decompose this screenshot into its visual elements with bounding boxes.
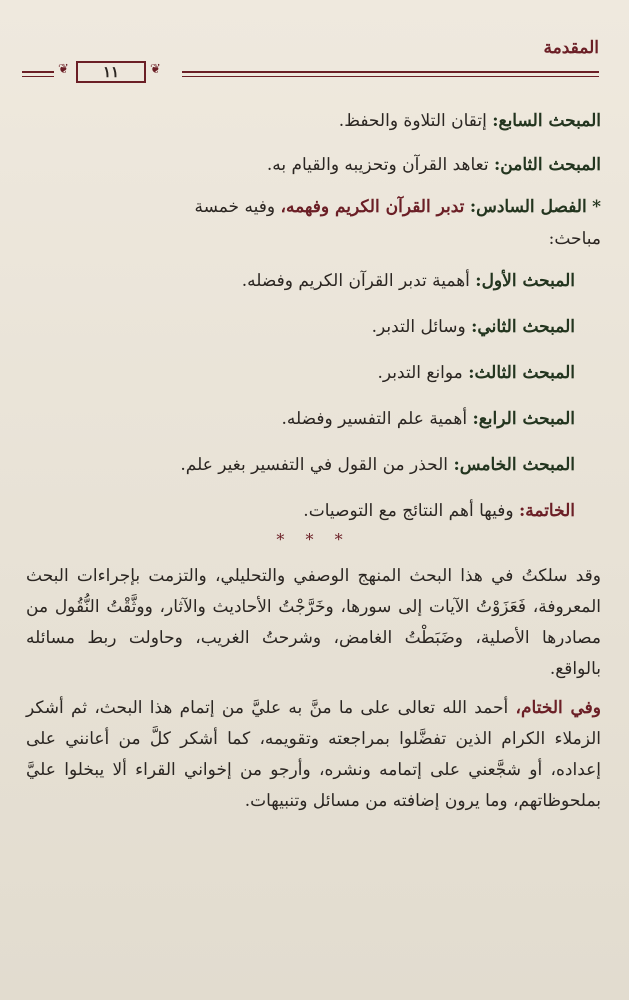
section-list (26, 270, 575, 522)
conclusion-line: الخاتمة: وفيها أهم النتائج مع التوصيات. (303, 501, 575, 521)
ornament-icon: ❦ (58, 62, 69, 77)
section-line: المبحث الثامن: تعاهد القرآن وتحزيبه والقيام به. (266, 155, 601, 175)
header-rule (22, 64, 607, 86)
section-line: المبحث الثالث: موانع التدبر. (377, 363, 575, 383)
header-rule-line-left (22, 71, 54, 77)
page-body (26, 100, 601, 817)
chapter-heading: * الفصل السادس: تدبر القرآن الكريم وفهمه، وفيه خمسة مباحث: (194, 197, 601, 249)
section-line: المبحث الرابع: أهمية علم التفسير وفضله. (281, 409, 575, 429)
running-header-title: المقدمة (543, 38, 599, 58)
section-line: المبحث الأول: أهمية تدبر القرآن الكريم وفضله. (241, 271, 575, 291)
closing-paragraph: وفي الختام، أحمد الله تعالى على ما منَّ به عليَّ من إتمام هذا البحث، ثم أشكر الزملاء الكرام الذين تفضَّلوا بمراجعته وتقويمه، كما أشكر كلَّ من أعانني على إعداده، أو شجَّعني على إتمامه ونشره، وأرجو من إخواني القراء ألا يبخلوا عليَّ بملحوظاتهم، وما يرون إضافته من مسائل وتنبيهات. (26, 698, 602, 811)
section-line: المبحث السابع: إتقان التلاوة والحفظ. (338, 111, 601, 131)
section-separator: * * * (276, 530, 351, 549)
section-line: المبحث الخامس: الحذر من القول في التفسير بغير علم. (180, 455, 575, 475)
page-number: ١١ (76, 61, 146, 83)
ornament-icon: ❦ (150, 62, 161, 77)
header-rule-line (182, 71, 599, 77)
section-line: المبحث الثاني: وسائل التدبر. (371, 317, 575, 337)
methodology-paragraph: وقد سلكتُ في هذا البحث المنهج الوصفي والتحليلي، والتزمت بإجراءات البحث المعروفة، فَعَزَوْتُ الآيات إلى سورها، وخَرَّجْتُ الأحاديث والآثار، ووثَّقْتُ النُّقُول من مصادرها الأصلية، وضَبَطْتُ الغامض، وشرحتُ الغريب، وحاولت ربط مسائله بالواقع. (26, 566, 601, 679)
